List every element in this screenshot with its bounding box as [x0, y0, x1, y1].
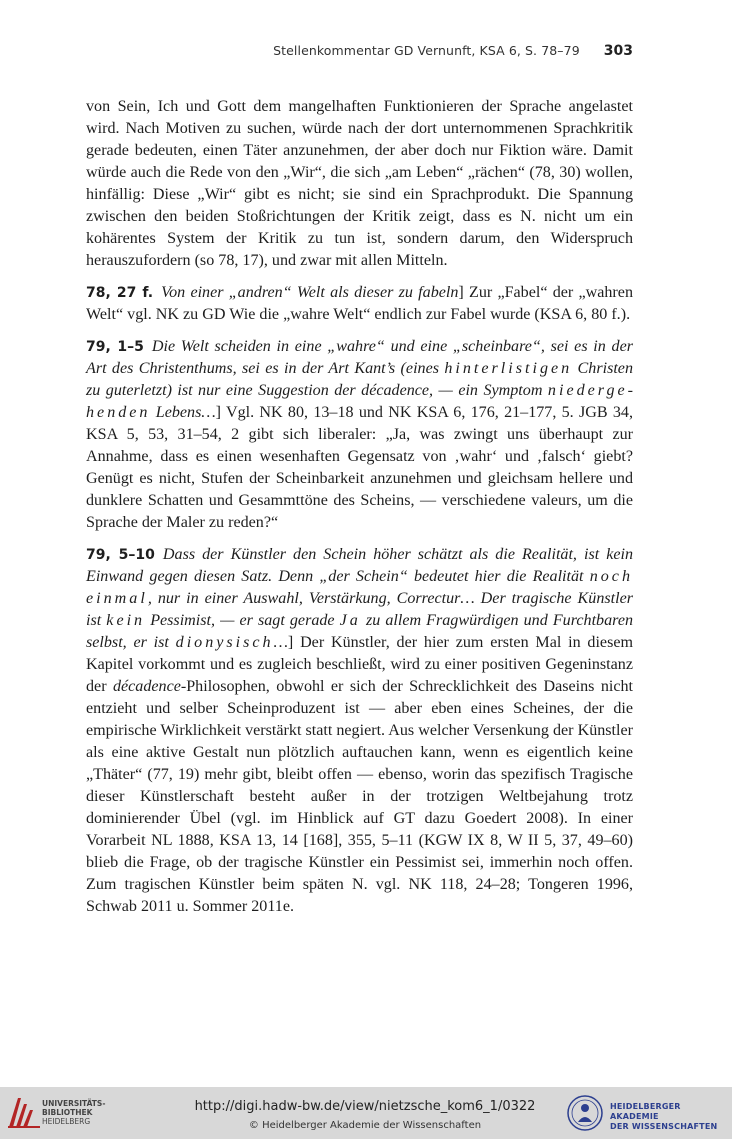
commentary-entry-78-27 — [86, 282, 633, 326]
library-name-line: BIBLIOTHEK — [42, 1108, 93, 1117]
quote-segment: Pessimist, — er sagt gerade — [145, 612, 340, 629]
commentary-text: ] Vgl. NK 80, 13–18 und NK KSA 6, 176, 21–177, 5. JGB 34, KSA 5, 53, 31–54, 2 gibt sich liberaler: „Ja, was zwingt uns überhaupt zur Annahme, dass es einen wesenhaften Gegensatz von ‚wahr‘ und ‚falsch‘ giebt? Genügt es nicht, Stufen der Scheinbarkeit anzunehmen und gleichsam hellere und dunklere Schatten und Gesammttöne des Scheins, — verschiedene valeurs, um die Sprache der Maler zu reden?“ — [86, 404, 633, 531]
commentary-text: -Philosophen, obwohl er sich der Schrecklichkeit des Daseins nicht entzieht und selber Scheinproduzent ist — aber eben eines Scheines, der die empirische Wirklichkeit verstärkt statt negiert. Aus welcher Versenkung der Künstler als eine aktive Gestalt nun plötzlich auftauchen kann, wenn es eigentlich keine „Thäter“ (77, 19) mehr gibt, bleibt offen — ebenso, worin das spezifisch Tragische dieser Künstlerschaft besteht außer in der trotzigen Weltbejahung trotz dominierender Übel (vgl. im Hinblick auf GT dazu Goedert 2008). In einer Vorarbeit NL 1888, KSA 13, 14 [168], 355, 5–11 (KGW IX 8, W II 5, 37, 49–60) blieb die Frage, ob der tragische Künstler ein Pessimist sei, immerhin noch offen. Zum tragischen Künstler beim späten N. vgl. NK 118, 24–28; Tongeren 1996, Schwab 2011 u. Sommer 2011e. — [86, 678, 633, 915]
page-body — [86, 96, 633, 928]
university-library-name — [42, 1099, 105, 1126]
footer-band — [0, 1087, 732, 1139]
academy-name-line: HEIDELBERGER AKADEMIE — [610, 1102, 681, 1121]
paragraph-1: von Sein, Ich und Gott dem mangelhaften Funktionieren der Sprache angelastet wird. Nach Motiven zu suchen, würde nach der dort unternommenen Sprachkritik gerade bedeuten, einen Täter anzunehmen, der aber doch nur Fiktion wäre. Damit würde auch die Rede von den „Wir“, die sich „am Leben“ „rächen“ (78, 30) wollen, hinfällig: Diese „Wir“ gibt es nicht; sie sind ein Sprachprodukt. Die Spannung zwischen den beiden Stoßrichtungen der Kritik zeigt, dass es N. nicht um ein kohärentes System der Kritik zu tun ist, sondern darum, den Widerspruch herauszufordern (so 78, 17), und zwar mit allen Mitteln. — [86, 98, 633, 269]
lemma-reference: 79, 5–10 — [86, 547, 155, 563]
spaced-emphasis: kein — [106, 612, 146, 629]
lemma-reference: 78, 27 f. — [86, 285, 154, 301]
quote-segment: Dass der Künstler den Schein höher schätzt als die Realität, ist kein Einwand gegen diesen Satz. Denn „der Schein“ bedeutet hier die Realität — [86, 546, 633, 585]
quote-segment: zu allem Fragwürdigen und Furchtbaren selbst, er ist — [86, 612, 634, 651]
running-header — [86, 43, 633, 63]
quote-segment: Lebens… — [150, 404, 216, 421]
quote-segment: , nur in einer Auswahl, Verstärkung, Correctur… Der tragische Künstler ist — [86, 590, 633, 629]
commentary-text: ] Zur „Fabel“ der „wahren Welt“ vgl. NK zu GD Wie die „wahre Welt“ endlich zur Fabel wurde (KSA 6, 80 f.). — [86, 284, 633, 323]
library-name-line: HEIDELBERG — [42, 1117, 91, 1126]
commentary-entry-79-5 — [86, 544, 633, 918]
quote-segment: Christen zu guterletzt) ist nur eine Suggestion der décadence, — ein Symptom — [86, 360, 633, 399]
commentary-text: ] Der Künstler, der hier zum ersten Mal in diesem Kapitel vorkommt und es zugleich beschließt, wird zu einer positiven Gegeninstanz der — [86, 634, 633, 695]
quote-segment: … — [273, 634, 288, 651]
quote-segment: Die Welt scheiden in eine „wahre“ und eine „scheinbare“, sei es in der Art des Christenthums, sei es in der Art Kant’s (eines — [86, 338, 633, 377]
academy-name — [610, 1102, 732, 1132]
spaced-emphasis: niedergehenden — [86, 382, 633, 421]
university-library-logo-icon — [6, 1094, 42, 1130]
lemma-reference: 79, 1–5 — [86, 339, 144, 355]
copyright-notice: © Heidelberger Akademie der Wissenschaften — [248, 1120, 482, 1131]
running-title: Stellenkommentar GD Vernunft, KSA 6, S. 78–79 — [273, 43, 580, 58]
academy-name-line: DER WISSENSCHAFTEN — [610, 1122, 718, 1131]
spaced-emphasis: Ja — [339, 612, 361, 629]
spaced-emphasis: dionysisch — [175, 634, 274, 651]
commentary-entry-79-1 — [86, 336, 633, 534]
italic-term: décadence — [112, 678, 181, 695]
academy-seal-icon — [566, 1094, 604, 1132]
lemma-quote: Von einer „andren“ Welt als dieser zu fabeln — [161, 284, 459, 301]
spaced-emphasis: hinterlistigen — [444, 360, 573, 377]
page-number: 303 — [603, 43, 633, 59]
spaced-emphasis: noch einmal — [86, 568, 633, 607]
source-url-link[interactable]: http://digi.hadw-bw.de/view/nietzsche_kom6_1/0322 — [194, 1099, 536, 1114]
library-name-line: UNIVERSITÄTS- — [42, 1099, 106, 1108]
